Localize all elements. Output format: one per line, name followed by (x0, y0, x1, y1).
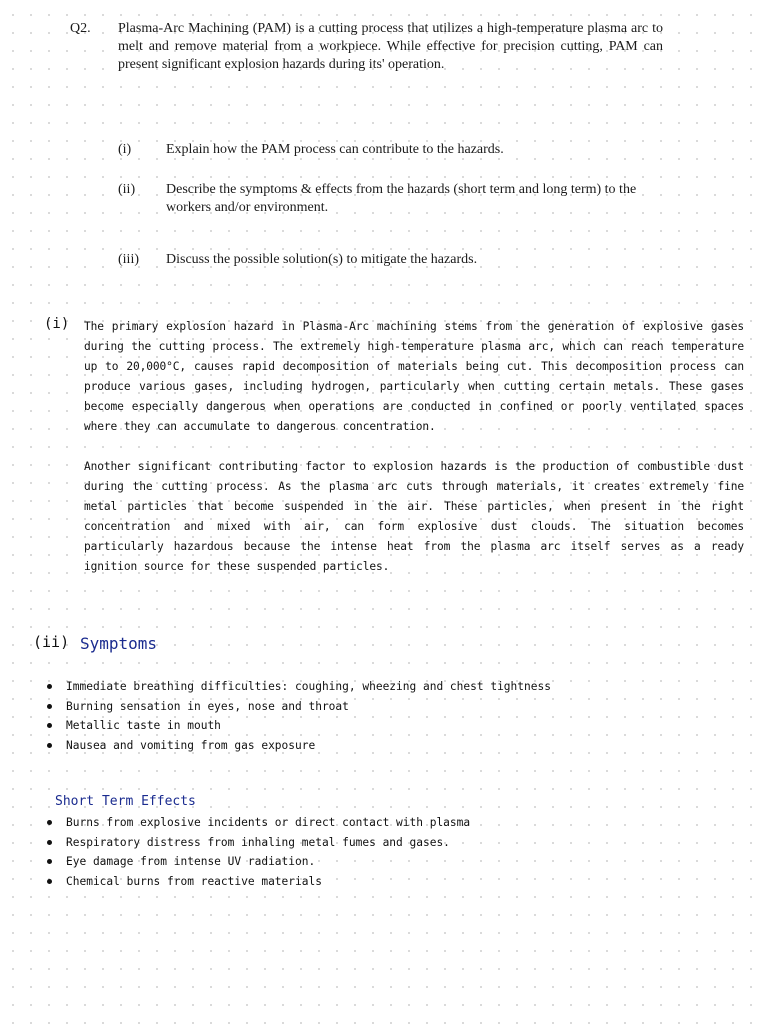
bullet-dot (47, 820, 52, 825)
bullet-dot (47, 859, 52, 864)
list-item (44, 852, 470, 872)
sub-question-roman: (ii) (118, 182, 136, 197)
list-item-text: Chemical burns from reactive materials (66, 874, 322, 888)
answer-i-paragraph-1: The primary explosion hazard in Plasma-Arc machining stems from the generation of explosive gases during the cutting process. The extremely high-temperature plasma arc, which can reach temperature up to 20,000°C, causes rapid decomposition of materials being cut. This decomposition process can produce various gases, including hydrogen, particularly when cutting certain metals. These gases become especially dangerous when operations are conducted in confined or poorly ventilated spaces where they can accumulate to dangerous concentration. (84, 320, 744, 433)
sub-question-roman: (i) (118, 142, 132, 157)
answer-i-label: (i) (44, 316, 70, 332)
list-item-text: Burns from explosive incidents or direct contact with plasma (66, 816, 471, 829)
list-item (44, 677, 551, 697)
list-item (44, 736, 551, 756)
list-item (44, 716, 551, 736)
bullet-dot (47, 704, 52, 709)
list-item (44, 697, 551, 717)
sub-question-text: Discuss the possible solution(s) to mitigate the hazards. (166, 252, 478, 267)
bullet-dot (47, 723, 52, 728)
short-term-effects-list (44, 813, 470, 891)
bullet-dot (47, 743, 52, 748)
list-item-text: Burning sensation in eyes, nose and throat (66, 699, 349, 713)
bullet-dot (47, 840, 52, 845)
list-item (44, 872, 470, 892)
list-item (44, 833, 470, 853)
list-item (44, 813, 470, 833)
list-item-text: Eye damage from intense UV radiation. (66, 855, 316, 868)
bullet-dot (47, 684, 52, 689)
sub-question-text: Describe the symptoms & effects from the hazards (short term and long term) to the workers and/or environment. (166, 182, 637, 215)
list-item-text: Immediate breathing difficulties: coughing, wheezing and chest tightness (66, 680, 551, 693)
list-item-text: Nausea and vomiting from gas exposure (66, 738, 316, 752)
symptoms-heading: Symptoms (80, 634, 158, 653)
symptoms-list (44, 677, 551, 755)
sub-question-text: Explain how the PAM process can contribute to the hazards. (166, 142, 504, 157)
list-item-text: Respiratory distress from inhaling metal fumes and gases. (66, 835, 450, 849)
question-text: Plasma-Arc Machining (PAM) is a cutting process that utilizes a high-temperature plasma arc to melt and remove material from a workpiece. While effective for precision cutting, PAM can present significant explosion hazards during its' operation. (118, 21, 663, 72)
bullet-dot (47, 879, 52, 884)
question-number: Q2. (70, 21, 91, 36)
list-item-text: Metallic taste in mouth (66, 719, 221, 732)
short-term-effects-heading: Short Term Effects (55, 794, 196, 809)
answer-ii-label: (ii) (33, 633, 70, 651)
sub-question-roman: (iii) (118, 252, 139, 267)
answer-i-paragraph-2: Another significant contributing factor to explosion hazards is the production of combustible dust during the cutting process. As the plasma arc cuts through materials, it creates extremely fine metal particles that become suspended in the air. These particles, when present in the right concentration and mixed with air, can form explosive dust clouds. The situation becomes particularly hazardous because the intense heat from the plasma arc itself serves as a ready ignition source for these suspended particles. (84, 460, 744, 573)
